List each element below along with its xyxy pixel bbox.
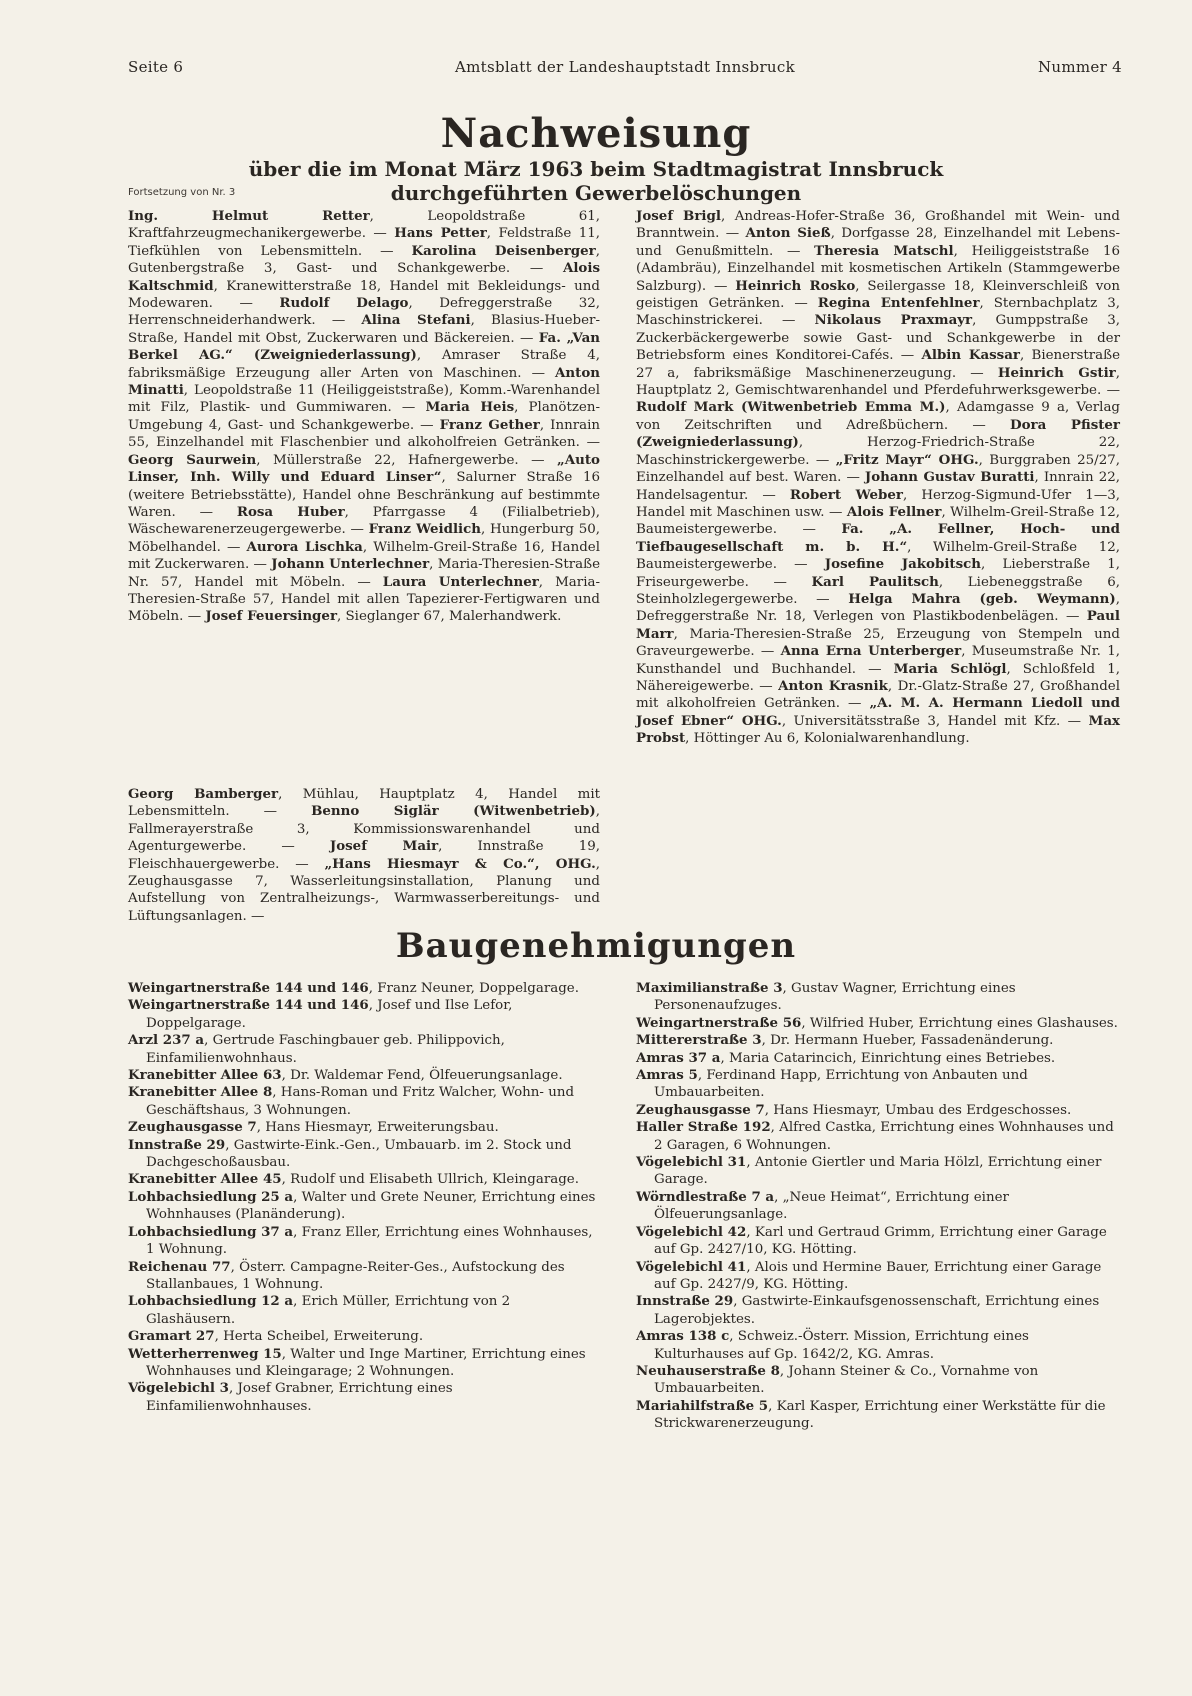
permit-address: Arzl 237 a — [128, 1032, 205, 1049]
business-details: , Herzog-Sigmund-Ufer 1—3, Handel mit Maschinen usw. — — [636, 487, 1120, 520]
permit-entry — [128, 997, 600, 1032]
permit-address: Innstraße 29 — [128, 1136, 226, 1153]
business-name: Max Probst — [636, 712, 1120, 747]
business-details: , Leopoldstraße 11 (Heiliggeiststraße), Komm.-Warenhandel mit Filz, Plastik- und Gummiwaren. — — [128, 383, 600, 416]
business-name: Johann Gustav Buratti — [864, 469, 1035, 486]
business-details: , Innrain 55, Einzelhandel mit Flaschenbier und alkoholfreien Getränken. — — [128, 417, 600, 451]
business-details: , Defreggerstraße 32, Herrenschneiderhandwerk. — — [128, 296, 600, 329]
baugenehmigungen-left-column — [128, 980, 600, 1415]
permit-address: Amras 5 — [636, 1067, 698, 1084]
business-details: , Heiliggeiststraße 16 (Adambräu), Einzelhandel mit kosmetischen Artikeln (Stammgewerbe Salzburg). — — [636, 243, 1120, 294]
permit-details: , Hans Hiesmayr, Umbau des Erdgeschosses. — [764, 1102, 1072, 1118]
baugenehmigungen-title: Baugenehmigungen — [395, 926, 797, 966]
business-name: Benno Siglär (Witwenbetrieb) — [311, 803, 596, 820]
business-details: , Adamgasse 9 a, Verlag von Zeitschriften und Adreßbüchern. — — [636, 400, 1121, 433]
business-name: Hans Petter — [394, 225, 487, 242]
permit-entry — [636, 1398, 1120, 1433]
permit-entry — [128, 1189, 600, 1224]
permit-entry — [636, 1102, 1120, 1119]
business-details: , Müllerstraße 22, Hafnergewerbe. — — [256, 452, 558, 468]
business-details: , Höttinger Au 6, Kolonialwarenhandlung. — [685, 731, 970, 747]
nachweisung-left-column — [128, 208, 600, 688]
issue-number: Nummer 4 — [1038, 58, 1122, 76]
business-details: , Planötzen-Umgebung 4, Gast- und Schankgewerbe. — — [128, 400, 600, 433]
permit-details: , Dr. Waldemar Fend, Ölfeuerungsanlage. — [281, 1068, 563, 1084]
business-name: Maria Schlögl — [893, 660, 1007, 677]
permit-entry — [128, 1224, 600, 1259]
permit-address: Kranebitter Allee 63 — [128, 1067, 282, 1084]
business-name: „Auto Linser, Inh. Willy und Eduard Linser“ — [128, 451, 600, 486]
business-details: , Dorfgasse 28, Einzelhandel mit Lebens- und Genußmitteln. — — [636, 226, 1120, 259]
business-name: Regina Entenfehlner — [817, 295, 980, 312]
permit-entry — [128, 1067, 600, 1084]
business-details: , Defreggerstraße Nr. 18, Verlegen von Plastikbodenbelägen. — — [636, 591, 1120, 625]
permit-details: , Maria Catarincich, Einrichtung eines Betriebes. — [720, 1050, 1056, 1066]
nachweisung-paragraph — [128, 786, 600, 925]
permit-entry — [128, 1293, 600, 1328]
permit-details: , Gustav Wagner, Errichtung eines Personenaufzuges. — [654, 981, 1016, 1014]
permit-entry — [636, 1189, 1120, 1224]
permit-address: Mariahilfstraße 5 — [636, 1397, 769, 1414]
permit-details: , Johann Steiner & Co., Vornahme von Umbauarbeiten. — [654, 1363, 1039, 1397]
nachweisung-right-column — [636, 208, 1120, 898]
business-name: Nikolaus Praxmayr — [814, 312, 973, 329]
business-details: , Kranewitterstraße 18, Handel mit Bekleidungs- und Modewaren. — — [128, 278, 600, 312]
business-details: , Pfarrgasse 4 (Filialbetrieb), Wäschewarenerzeugergewerbe. — — [128, 504, 600, 538]
business-details: , Salurner Straße 16 (weitere Betriebsstätte), Handel ohne Beschränkung auf bestimmte Waren. — — [128, 470, 600, 520]
permit-details: , Karl und Gertraud Grimm, Errichtung einer Garage auf Gp. 2427/10, KG. Hötting. — [654, 1224, 1107, 1258]
permit-address: Kranebitter Allee 8 — [128, 1084, 273, 1101]
business-name: Paul Marr — [636, 608, 1120, 642]
nachweisung-title: Nachweisung — [440, 110, 752, 157]
permit-address: Neuhauserstraße 8 — [636, 1362, 780, 1379]
business-details: , Mühlau, Hauptplatz 4, Handel mit Lebensmitteln. — — [128, 787, 600, 820]
business-name: Heinrich Gstir — [997, 364, 1116, 381]
nachweisung-left-column-second — [128, 786, 600, 924]
permit-entry — [128, 980, 600, 997]
business-details: , Andreas-Hofer-Straße 36, Großhandel mit Wein- und Branntwein. — — [636, 209, 1120, 242]
business-name: Anton Krasnik — [778, 677, 888, 694]
business-details: , Liebeneggstraße 6, Steinholzlegergewerbe. — — [636, 574, 1120, 607]
nachweisung-paragraph — [128, 208, 600, 626]
permit-details: , Antonie Giertler und Maria Hölzl, Errichtung einer Garage. — [654, 1155, 1102, 1188]
business-details: , Maria-Theresien-Straße 25, Erzeugung von Stempeln und Graveurgewerbe. — — [636, 626, 1120, 660]
business-name: Ing. Helmut Retter — [128, 208, 370, 224]
permit-address: Lohbachsiedlung 25 a — [128, 1188, 294, 1205]
business-name: Alois Fellner — [846, 503, 942, 520]
permit-details: , Erich Müller, Errichtung von 2 Glashäusern. — [146, 1294, 511, 1327]
nachweisung-paragraph — [636, 208, 1120, 748]
permit-address: Zeughausgasse 7 — [128, 1119, 257, 1136]
business-details: , Sieglanger 67, Malerhandwerk. — [337, 609, 562, 625]
business-details: , Museumstraße Nr. 1, Kunsthandel und Buchhandel. — — [636, 644, 1120, 677]
business-name: Dora Pfister (Zweigniederlassung) — [636, 416, 1120, 451]
permit-details: , Hans Hiesmayr, Erweiterungsbau. — [256, 1120, 499, 1136]
permit-entry — [128, 1171, 600, 1188]
permit-entry — [636, 1293, 1120, 1328]
business-details: , Herzog-Friedrich-Straße 22, Maschinstrickergewerbe. — — [636, 435, 1120, 468]
permit-details: , Josef Grabner, Errichtung eines Einfamilienwohnhauses. — [146, 1381, 453, 1414]
permit-details: , „Neue Heimat“, Errichtung einer Ölfeuerungsanlage. — [654, 1189, 1009, 1223]
baugenehmigungen-right-column — [636, 980, 1120, 1433]
permit-entry — [128, 1346, 600, 1381]
business-details: , Hungerburg 50, Möbelhandel. — — [128, 522, 601, 555]
permit-address: Maximilianstraße 3 — [636, 980, 783, 996]
permit-entry — [636, 1154, 1120, 1189]
page-header — [128, 58, 1122, 82]
business-details: , Lieberstraße 1, Friseurgewerbe. — — [636, 557, 1120, 590]
permit-details: , Dr. Hermann Hueber, Fassadenänderung. — [761, 1033, 1054, 1049]
permit-address: Mittererstraße 3 — [636, 1032, 762, 1049]
permit-entry — [636, 980, 1120, 1015]
business-details: , Burggraben 25/27, Einzelhandel auf best. Waren. — — [636, 452, 1120, 486]
permit-address: Weingartnerstraße 56 — [636, 1014, 802, 1031]
permit-details: , Alois und Hermine Bauer, Errichtung einer Garage auf Gp. 2427/9, KG. Hötting. — [654, 1259, 1102, 1292]
business-name: Anton Minatti — [128, 364, 600, 399]
permit-address: Weingartnerstraße 144 und 146 — [128, 997, 369, 1014]
permit-details: , Franz Neuner, Doppelgarage. — [368, 981, 579, 996]
business-name: Alina Stefani — [361, 312, 471, 329]
business-details: , Gutenbergstraße 3, Gast- und Schankgewerbe. — — [128, 243, 600, 277]
business-details: , Innstraße 19, Fleischhauergewerbe. — — [128, 839, 600, 872]
business-details: , Leopoldstraße 61, Kraftfahrzeugmechanikergewerbe. — — [128, 209, 600, 242]
business-details: , Seilergasse 18, Kleinverschleiß von geistigen Getränken. — — [636, 278, 1120, 312]
business-name: Albin Kassar — [921, 347, 1020, 364]
permit-details: , Walter und Grete Neuner, Errichtung eines Wohnhauses (Planänderung). — [146, 1189, 596, 1223]
business-name: Maria Heis — [425, 399, 515, 416]
permit-details: , Hans-Roman und Fritz Walcher, Wohn- und Geschäftshaus, 3 Wohnungen. — [146, 1085, 575, 1118]
continuation-note: Fortsetzung von Nr. 3 — [128, 187, 236, 198]
permit-details: , Gastwirte-Einkaufsgenossenschaft, Errichtung eines Lagerobjektes. — [654, 1294, 1100, 1327]
business-name: Franz Weidlich — [368, 521, 482, 538]
permit-entry — [128, 1328, 600, 1345]
nachweisung-subtitle-2: durchgeführten Gewerbelöschungen — [390, 181, 802, 205]
permit-details: , Österr. Campagne-Reiter-Ges., Aufstockung des Stallanbaues, 1 Wohnung. — [146, 1259, 565, 1292]
page-number: Seite 6 — [128, 58, 184, 76]
business-name: Josef Brigl — [636, 208, 721, 224]
permit-entry — [128, 1084, 600, 1119]
business-name: Robert Weber — [789, 486, 903, 503]
permit-address: Amras 37 a — [636, 1049, 721, 1066]
permit-details: , Herta Scheibel, Erweiterung. — [214, 1329, 424, 1345]
business-details: , Maria-Theresien-Straße 57, Handel mit allen Tapezierer-Fertigwaren und Möbeln. — — [128, 574, 600, 625]
permit-entry — [128, 1259, 600, 1294]
permit-address: Gramart 27 — [128, 1328, 215, 1345]
business-name: Alois Kaltschmid — [128, 260, 600, 294]
business-name: Rudolf Delago — [279, 295, 409, 312]
business-details: , Blasius-Hueber-Straße, Handel mit Obst, Zuckerwaren und Bäckereien. — — [128, 313, 600, 346]
permit-address: Amras 138 c — [636, 1328, 730, 1345]
permit-details: , Gastwirte-Eink.-Gen., Umbauarb. im 2. Stock und Dachgeschoßausbau. — [146, 1137, 572, 1171]
business-name: Georg Saurwein — [128, 451, 257, 468]
permit-details: , Alfred Castka, Errichtung eines Wohnhauses und 2 Garagen, 6 Wohnungen. — [654, 1120, 1114, 1153]
permit-details: , Walter und Inge Martiner, Errichtung eines Wohnhauses und Kleingarage; 2 Wohnungen. — [146, 1346, 586, 1379]
business-details: , Bienerstraße 27 a, fabriksmäßige Maschinenerzeugung. — — [636, 348, 1120, 381]
business-details: , Dr.-Glatz-Straße 27, Großhandel mit alkoholfreien Getränken. — — [636, 678, 1120, 712]
permit-details: , Franz Eller, Errichtung eines Wohnhauses, 1 Wohnung. — [146, 1224, 593, 1258]
permit-entry — [128, 1119, 600, 1136]
business-name: Karl Paulitsch — [811, 573, 939, 590]
business-name: Heinrich Rosko — [735, 277, 856, 294]
permit-entry — [636, 1015, 1120, 1032]
permit-entry — [636, 1119, 1120, 1154]
permit-details: , Gertrude Faschingbauer geb. Philippovich, Einfamilienwohnhaus. — [146, 1033, 505, 1066]
permit-address: Weingartnerstraße 144 und 146 — [128, 980, 369, 996]
business-name: Anton Sieß — [745, 225, 831, 242]
business-details: , Schloßfeld 1, Nähereigewerbe. — — [636, 661, 1120, 694]
business-details: , Maria-Theresien-Straße Nr. 57, Handel mit Möbeln. — — [128, 557, 600, 590]
business-details: , Fallmerayerstraße 3, Kommissionswarenhandel und Agenturgewerbe. — — [128, 804, 600, 855]
business-name: Fa. „A. Fellner, Hoch- und Tiefbaugesellschaft m. b. H.“ — [636, 521, 1121, 555]
business-details: , Amraser Straße 4, fabriksmäßige Erzeugung aller Arten von Maschinen. — — [128, 348, 601, 381]
business-name: Laura Unterlechner — [382, 573, 539, 590]
business-name: Josef Mair — [329, 838, 439, 855]
permit-address: Wörndlestraße 7 a — [636, 1188, 775, 1205]
business-name: Georg Bamberger — [128, 786, 279, 802]
permit-details: , Ferdinand Happ, Errichtung von Anbauten und Umbauarbeiten. — [654, 1068, 1028, 1101]
permit-entry — [636, 1259, 1120, 1294]
business-name: Josef Feuersinger — [205, 608, 337, 625]
permit-address: Vögelebichl 42 — [636, 1223, 747, 1240]
permit-address: Vögelebichl 3 — [128, 1380, 229, 1397]
business-name: Johann Unterlechner — [271, 556, 430, 573]
permit-address: Wetterherrenweg 15 — [128, 1345, 282, 1362]
permit-address: Lohbachsiedlung 12 a — [128, 1293, 294, 1310]
business-details: , Gumppstraße 3, Zuckerbäckergewerbe sowie Gast- und Schankgewerbe in der Betriebsform eines Konditorei-Cafés. — — [636, 313, 1121, 364]
permit-address: Vögelebichl 31 — [636, 1154, 747, 1171]
permit-details: , Rudolf und Elisabeth Ullrich, Kleingarage. — [281, 1172, 579, 1188]
business-name: Theresia Matschl — [814, 242, 954, 259]
publication-title: Amtsblatt der Landeshauptstadt Innsbruck — [455, 58, 795, 76]
permit-address: Haller Straße 192 — [636, 1119, 771, 1136]
permit-entry — [636, 1363, 1120, 1398]
business-details: , Wilhelm-Greil-Straße 12, Baumeistergewerbe. — — [636, 504, 1120, 538]
business-details: , Hauptplatz 2, Gemischtwarenhandel und Pferdefuhrwerksgewerbe. — — [636, 365, 1120, 399]
business-name: Fa. „Van Berkel AG.“ (Zweigniederlassung) — [128, 329, 600, 364]
nachweisung-subtitle-1: über die im Monat März 1963 beim Stadtmagistrat Innsbruck — [248, 157, 944, 181]
business-name: „Hans Hiesmayr & Co.“, OHG. — [324, 855, 596, 872]
business-details: , Wilhelm-Greil-Straße 16, Handel mit Zuckerwaren. — — [128, 539, 600, 573]
permit-address: Vögelebichl 41 — [636, 1258, 747, 1275]
permit-entry — [636, 1032, 1120, 1049]
business-name: Josefine Jakobitsch — [824, 556, 982, 573]
permit-entry — [636, 1050, 1120, 1067]
business-name: Rudolf Mark (Witwenbetrieb Emma M.) — [636, 399, 946, 416]
permit-entry — [128, 1380, 600, 1415]
business-name: „Fritz Mayr“ OHG. — [835, 451, 979, 468]
permit-address: Kranebitter Allee 45 — [128, 1171, 282, 1188]
permit-address: Innstraße 29 — [636, 1293, 734, 1310]
permit-entry — [636, 1224, 1120, 1259]
business-details: , Innrain 22, Handelsagentur. — — [636, 470, 1120, 503]
permit-address: Lohbachsiedlung 37 a — [128, 1223, 294, 1240]
business-name: Aurora Lischka — [246, 538, 363, 555]
permit-address: Zeughausgasse 7 — [636, 1101, 765, 1118]
permit-details: , Wilfried Huber, Errichtung eines Glashauses. — [801, 1015, 1118, 1031]
business-name: Anna Erna Unterberger — [780, 643, 962, 660]
business-name: Franz Gether — [439, 416, 540, 433]
business-details: , Wilhelm-Greil-Straße 12, Baumeistergewerbe. — — [636, 539, 1120, 573]
permit-address: Reichenau 77 — [128, 1258, 231, 1275]
permit-details: , Karl Kasper, Errichtung einer Werkstätte für die Strickwarenerzeugung. — [654, 1398, 1106, 1432]
permit-entry — [128, 1137, 600, 1172]
business-details: , Universitätsstraße 3, Handel mit Kfz. — — [781, 713, 1089, 729]
permit-entry — [128, 1032, 600, 1067]
business-name: Helga Mahra (geb. Weymann) — [848, 590, 1116, 607]
permit-entry — [636, 1067, 1120, 1102]
permit-details: , Josef und Ilse Lefor, Doppelgarage. — [146, 998, 513, 1031]
business-name: Rosa Huber — [236, 503, 345, 520]
business-name: „A. M. A. Hermann Liedoll und Josef Ebner“ OHG. — [636, 695, 1121, 729]
permit-entry — [636, 1328, 1120, 1363]
business-name: Karolina Deisenberger — [411, 242, 596, 259]
business-details: , Feldstraße 11, Tiefkühlen von Lebensmitteln. — — [128, 226, 600, 259]
business-details: , Sternbachplatz 3, Maschinstrickerei. — — [636, 296, 1120, 329]
permit-details: , Schweiz.-Österr. Mission, Errichtung eines Kulturhauses auf Gp. 1642/2, KG. Amras. — [654, 1329, 1029, 1362]
business-details: , Zeughausgasse 7, Wasserleitungsinstallation, Planung und Aufstellung von Zentralheizungs-, Warmwasserbereitungs- und Lüftungsanlagen. — — [128, 856, 600, 924]
